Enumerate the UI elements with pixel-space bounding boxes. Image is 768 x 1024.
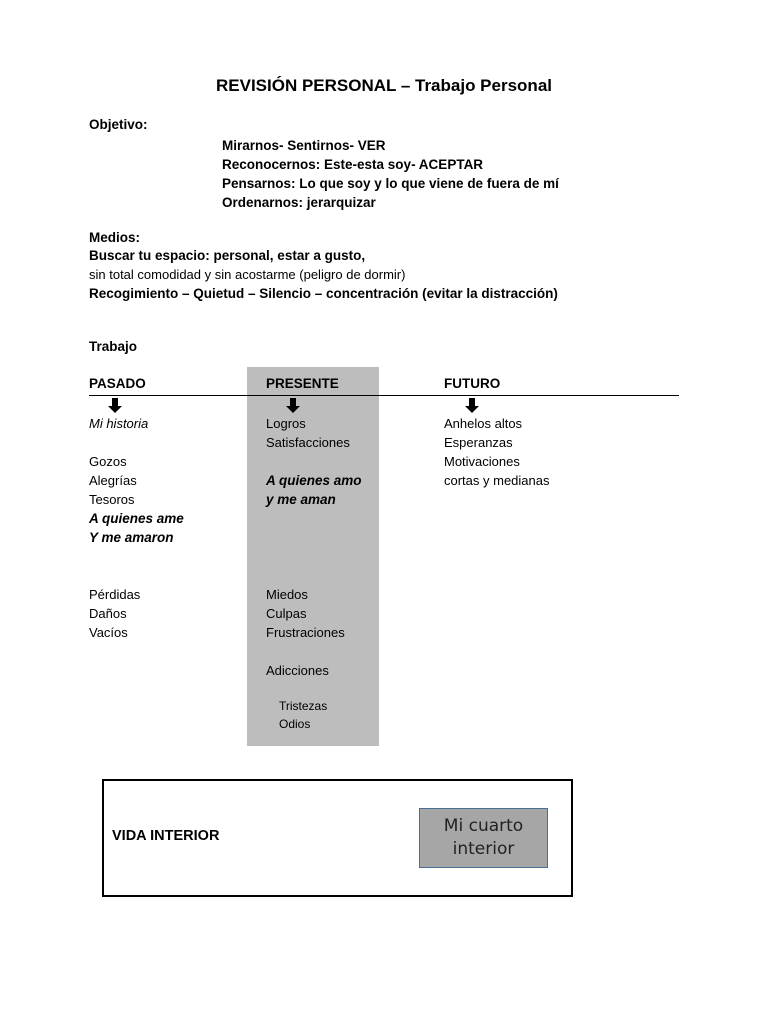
objetivo-list — [222, 136, 559, 212]
pasado-header: PASADO — [89, 376, 146, 391]
objetivo-item: Reconocernos: Este-esta soy- ACEPTAR — [222, 157, 484, 172]
pasado-item: Tesoros — [89, 492, 135, 507]
pasado-item: A quienes ame — [89, 511, 184, 526]
vida-interior-label: VIDA INTERIOR — [112, 828, 220, 844]
pasado-item: Alegrías — [89, 473, 137, 488]
presente-item: Adicciones — [266, 663, 329, 678]
objetivo-item: Mirarnos- Sentirnos- VER — [222, 138, 386, 153]
objetivo-item: Ordenarnos: jerarquizar — [222, 195, 376, 210]
futuro-item: Motivaciones — [444, 454, 520, 469]
presente-item: A quienes amo — [266, 473, 362, 488]
pasado-item: Pérdidas — [89, 587, 141, 602]
pasado-item: Y me amaron — [89, 530, 174, 545]
trabajo-label: Trabajo — [89, 339, 138, 354]
medios-line-1: Buscar tu espacio: personal, estar a gusto, — [89, 248, 366, 263]
futuro-header: FUTURO — [444, 376, 501, 391]
presente-item: Odios — [279, 717, 311, 731]
arrow-down-icon — [465, 398, 479, 414]
presente-item: Miedos — [266, 587, 308, 602]
mi-cuarto-interior-line: interior — [452, 839, 515, 859]
presente-item: Tristezas — [279, 699, 328, 713]
futuro-item: cortas y medianas — [444, 473, 550, 488]
pasado-item: Mi historia — [89, 416, 149, 431]
presente-item: Logros — [266, 416, 306, 431]
presente-item: Frustraciones — [266, 625, 345, 640]
divider-line — [89, 395, 679, 396]
mi-cuarto-interior-button[interactable] — [419, 808, 548, 868]
presente-item: Satisfacciones — [266, 435, 350, 450]
presente-item: Culpas — [266, 606, 307, 621]
presente-item: y me aman — [266, 492, 336, 507]
futuro-item: Esperanzas — [444, 435, 513, 450]
page-title: REVISIÓN PERSONAL – Trabajo Personal — [215, 76, 552, 95]
medios-line-3: Recogimiento – Quietud – Silencio – concentración (evitar la distracción) — [89, 286, 558, 301]
pasado-item: Daños — [89, 606, 127, 621]
pasado-item: Gozos — [89, 454, 127, 469]
mi-cuarto-interior-line: Mi cuarto — [443, 816, 524, 836]
pasado-item: Vacíos — [89, 625, 128, 640]
futuro-item: Anhelos altos — [444, 416, 523, 431]
objetivo-item: Pensarnos: Lo que soy y lo que viene de fuera de mí — [222, 176, 559, 191]
medios-line-2: sin total comodidad y sin acostarme (peligro de dormir) — [89, 267, 406, 282]
arrow-down-icon — [108, 398, 122, 414]
medios-label: Medios: — [89, 230, 141, 245]
objetivo-label: Objetivo: — [89, 117, 148, 132]
arrow-down-icon — [286, 398, 300, 414]
presente-header: PRESENTE — [266, 376, 339, 391]
